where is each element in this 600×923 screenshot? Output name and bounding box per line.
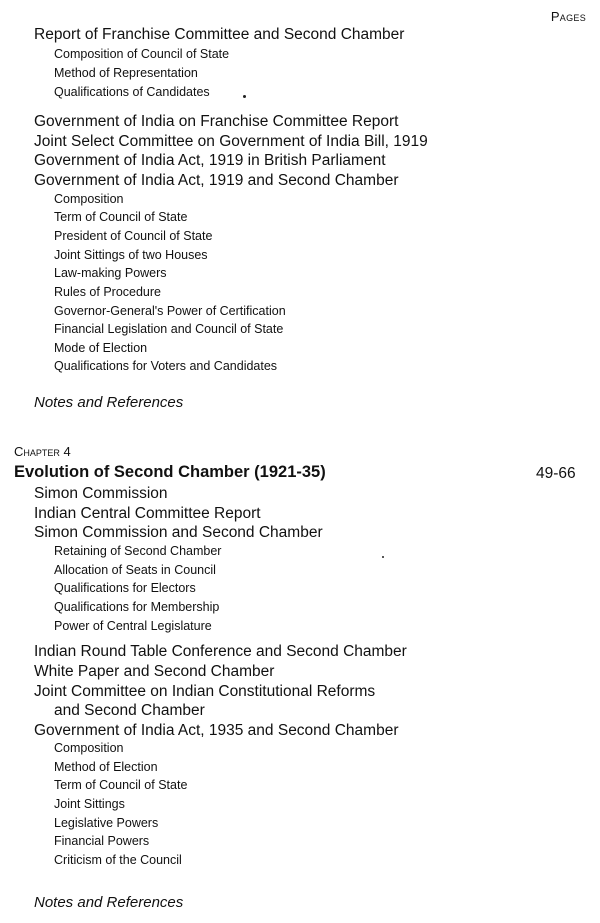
stray-dot	[382, 556, 384, 558]
toc-subentry: Composition	[54, 192, 124, 206]
toc-entry: Government of India Act, 1935 and Second Chamber	[34, 722, 399, 739]
toc-subentry: Qualifications for Electors	[54, 581, 196, 595]
toc-subentry: Law-making Powers	[54, 266, 167, 280]
toc-subentry: Retaining of Second Chamber	[54, 544, 222, 558]
toc-subentry: Qualifications of Candidates	[54, 85, 210, 99]
toc-subentry: Mode of Election	[54, 341, 148, 355]
toc-subentry: Joint Sittings	[54, 797, 125, 811]
toc-entry: White Paper and Second Chamber	[34, 663, 275, 680]
toc-subentry: Financial Legislation and Council of State	[54, 322, 284, 336]
toc-entry: Joint Select Committee on Government of India Bill, 1919	[34, 133, 428, 150]
toc-entry: Government of India Act, 1919 and Second Chamber	[34, 172, 399, 189]
toc-subentry: Composition	[54, 741, 124, 755]
toc-entry: Simon Commission and Second Chamber	[34, 524, 323, 541]
toc-subentry: Qualifications for Membership	[54, 600, 220, 614]
toc-entry: Report of Franchise Committee and Second Chamber	[34, 26, 405, 43]
toc-subentry: Governor-General's Power of Certification	[54, 304, 286, 318]
toc-subentry: Legislative Powers	[54, 816, 159, 830]
toc-subentry: Term of Council of State	[54, 778, 188, 792]
notes-and-references: Notes and References	[34, 894, 184, 911]
toc-subentry: Method of Representation	[54, 66, 198, 80]
chapter-title: Evolution of Second Chamber (1921-35)	[14, 463, 326, 481]
stray-dot	[243, 95, 246, 98]
toc-entry: Joint Committee on Indian Constitutional Reforms	[34, 683, 376, 700]
chapter-label: Chapter 4	[14, 444, 71, 459]
toc-subentry: Rules of Procedure	[54, 285, 162, 299]
toc-entry: Indian Round Table Conference and Second Chamber	[34, 643, 407, 660]
toc-subentry: Allocation of Seats in Council	[54, 563, 216, 577]
toc-subentry: Criticism of the Council	[54, 853, 182, 867]
toc-entry: Government of India Act, 1919 in British Parliament	[34, 152, 386, 169]
toc-entry: Indian Central Committee Report	[34, 505, 261, 522]
toc-subentry: Qualifications for Voters and Candidates	[54, 359, 278, 373]
toc-subentry: Financial Powers	[54, 834, 150, 848]
toc-subentry: Joint Sittings of two Houses	[54, 248, 208, 262]
toc-subentry: Term of Council of State	[54, 210, 188, 224]
pages-heading: Pages	[550, 9, 586, 24]
toc-subentry: Method of Election	[54, 760, 158, 774]
toc-subentry: President of Council of State	[54, 229, 213, 243]
toc-entry: Government of India on Franchise Committee Report	[34, 113, 399, 130]
notes-and-references: Notes and References	[34, 394, 184, 411]
toc-subentry: Composition of Council of State	[54, 47, 230, 61]
toc-entry-continued: and Second Chamber	[54, 702, 205, 719]
toc-subentry: Power of Central Legislature	[54, 619, 212, 633]
chapter-pages: 49-66	[536, 465, 576, 482]
toc-entry: Simon Commission	[34, 485, 168, 502]
